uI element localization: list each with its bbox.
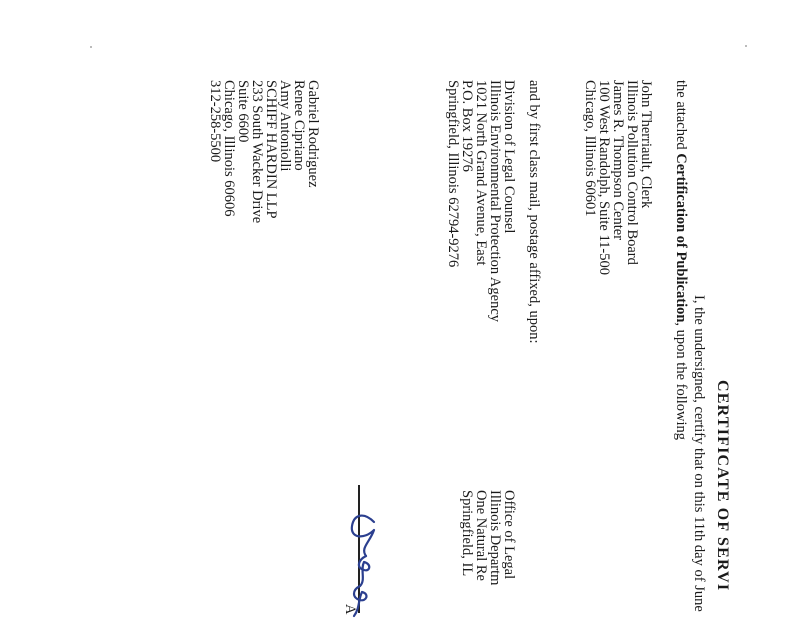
signer-line: Chicago, Illinois 60606 — [221, 80, 237, 217]
scan-speck — [90, 46, 92, 48]
address-line: Springfield, IL — [459, 490, 475, 577]
signer-line: Suite 6600 — [235, 80, 251, 143]
address-line: Chicago, Illinois 60601 — [582, 80, 598, 217]
address-line: Office of Legal — [501, 490, 517, 580]
signer-line: SCHIFF HARDIN LLP — [263, 80, 279, 219]
address-line: James R. Thompson Center — [610, 80, 626, 241]
address-line: 1021 North Grand Avenue, East — [473, 80, 489, 266]
address-line: Springfield, Illinois 62794-9276 — [445, 80, 461, 268]
address-line: Illinois Environmental Protection Agency — [487, 80, 503, 323]
signer-line: 233 South Wacker Drive — [249, 80, 265, 224]
address-line: 100 West Randolph, Suite 11-500 — [596, 80, 612, 275]
address-line: One Natural Re — [473, 490, 489, 581]
scan-speck — [745, 45, 747, 47]
address-line: Illinois Pollution Control Board — [624, 80, 640, 265]
mail-line: and by first class mail, postage affixed, upon: — [526, 80, 542, 344]
signer-line: Amy Antoniolli — [277, 80, 293, 172]
address-line: Division of Legal Counsel — [501, 80, 517, 234]
signer-line: Renee Cipriano — [291, 80, 307, 171]
intro-line-2-end: , upon the following — [673, 322, 689, 441]
signature-caption: A — [342, 604, 358, 615]
intro-line-2 — [674, 80, 689, 440]
address-line: P.O. Box 19276 — [459, 80, 475, 172]
intro-line-1: I, the undersigned, certify that on this 11th day of June — [691, 295, 707, 612]
address-line: Illinois Departm — [487, 490, 503, 586]
intro-line-2-bold: Certification of Publication — [673, 153, 689, 323]
address-line: John Therriault, Clerk — [638, 80, 654, 209]
signer-line: Gabriel Rodriguez — [305, 80, 321, 188]
intro-line-2-start: the attached — [673, 80, 689, 154]
signer-line: 312-258-5500 — [207, 80, 223, 163]
handwritten-signature — [330, 500, 380, 618]
certificate-title: CERTIFICATE OF SERVI — [714, 380, 731, 592]
